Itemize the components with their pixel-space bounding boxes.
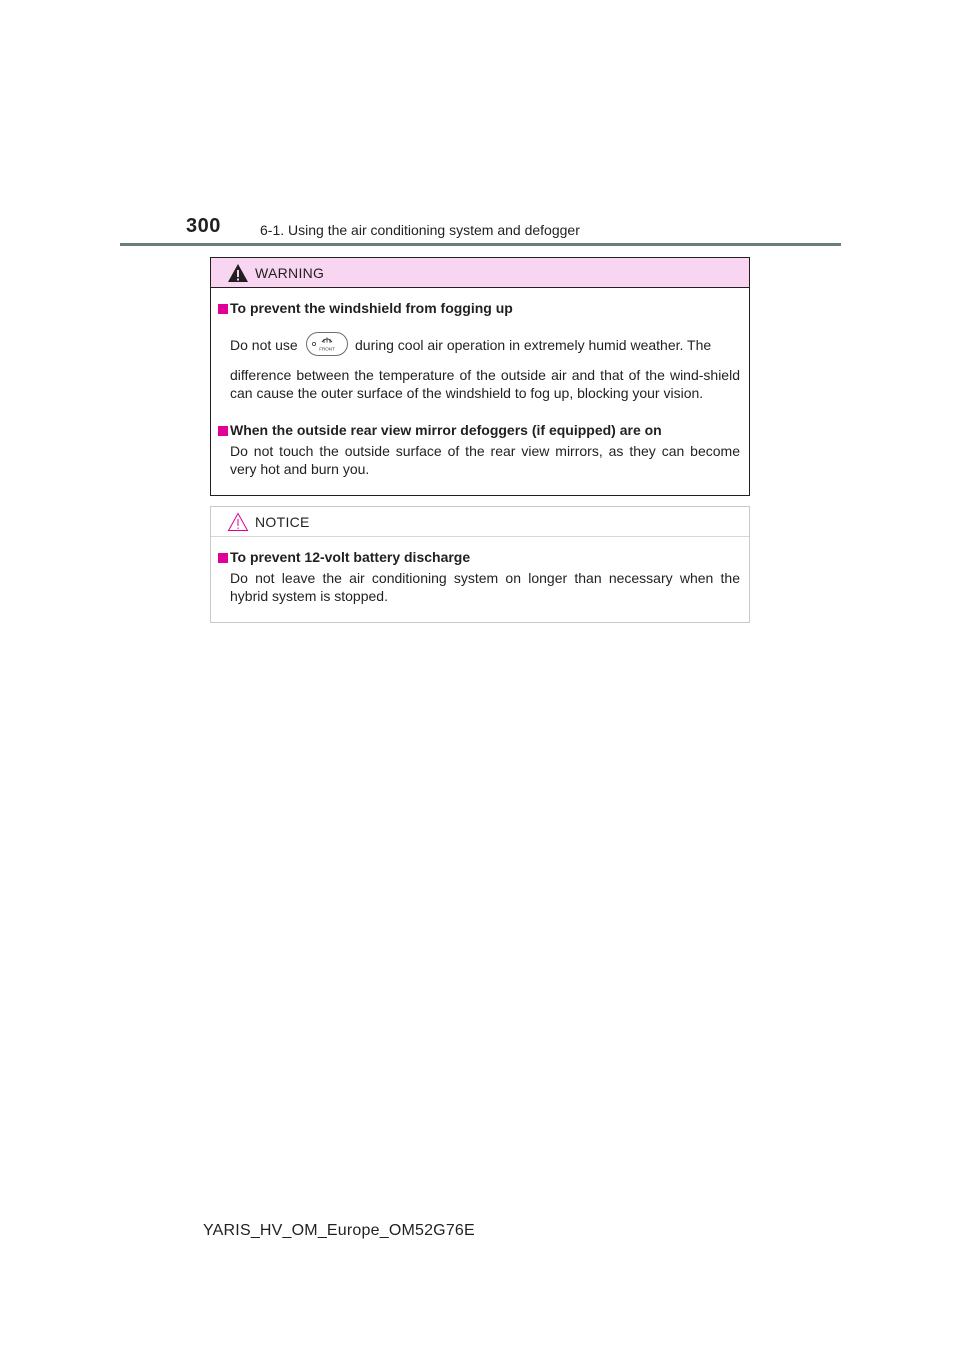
warning-header	[211, 258, 749, 288]
notice-box	[210, 506, 750, 623]
bullet-square	[218, 553, 228, 563]
section-title: 6-1. Using the air conditioning system and defogger	[260, 222, 580, 238]
item-text: difference between the temperature of the outside air and that of the wind-shield can cause the outer surface of the windshield to fog up, blocking your vision.	[230, 367, 740, 401]
item-text: Do not touch the outside surface of the rear view mirrors, as they can become very hot and burn you.	[230, 443, 740, 477]
page-number: 300	[186, 215, 221, 237]
item-title: To prevent 12-volt battery discharge	[230, 549, 471, 565]
bullet-square	[218, 304, 228, 314]
document-code: YARIS_HV_OM_Europe_OM52G76E	[203, 1222, 475, 1239]
page-header	[0, 0, 960, 250]
svg-text:FRONT: FRONT	[319, 346, 335, 352]
warning-box	[210, 257, 750, 496]
item-text: Do not leave the air conditioning system on longer than necessary when the hybrid system is stopped.	[230, 570, 740, 604]
item-text: Do not use	[230, 337, 298, 353]
notice-label: NOTICE	[255, 514, 310, 530]
notice-triangle-icon	[227, 512, 249, 532]
warning-label: WARNING	[255, 265, 325, 281]
front-defroster-icon	[306, 332, 348, 356]
header-divider	[120, 243, 841, 246]
item-text: during cool air operation in extremely humid weather. The	[355, 337, 712, 353]
item-title: When the outside rear view mirror defoggers (if equipped) are on	[230, 422, 662, 438]
warning-triangle-icon	[227, 263, 249, 283]
item-title: To prevent the windshield from fogging up	[230, 300, 513, 316]
notice-header	[211, 507, 749, 537]
bullet-square	[218, 426, 228, 436]
